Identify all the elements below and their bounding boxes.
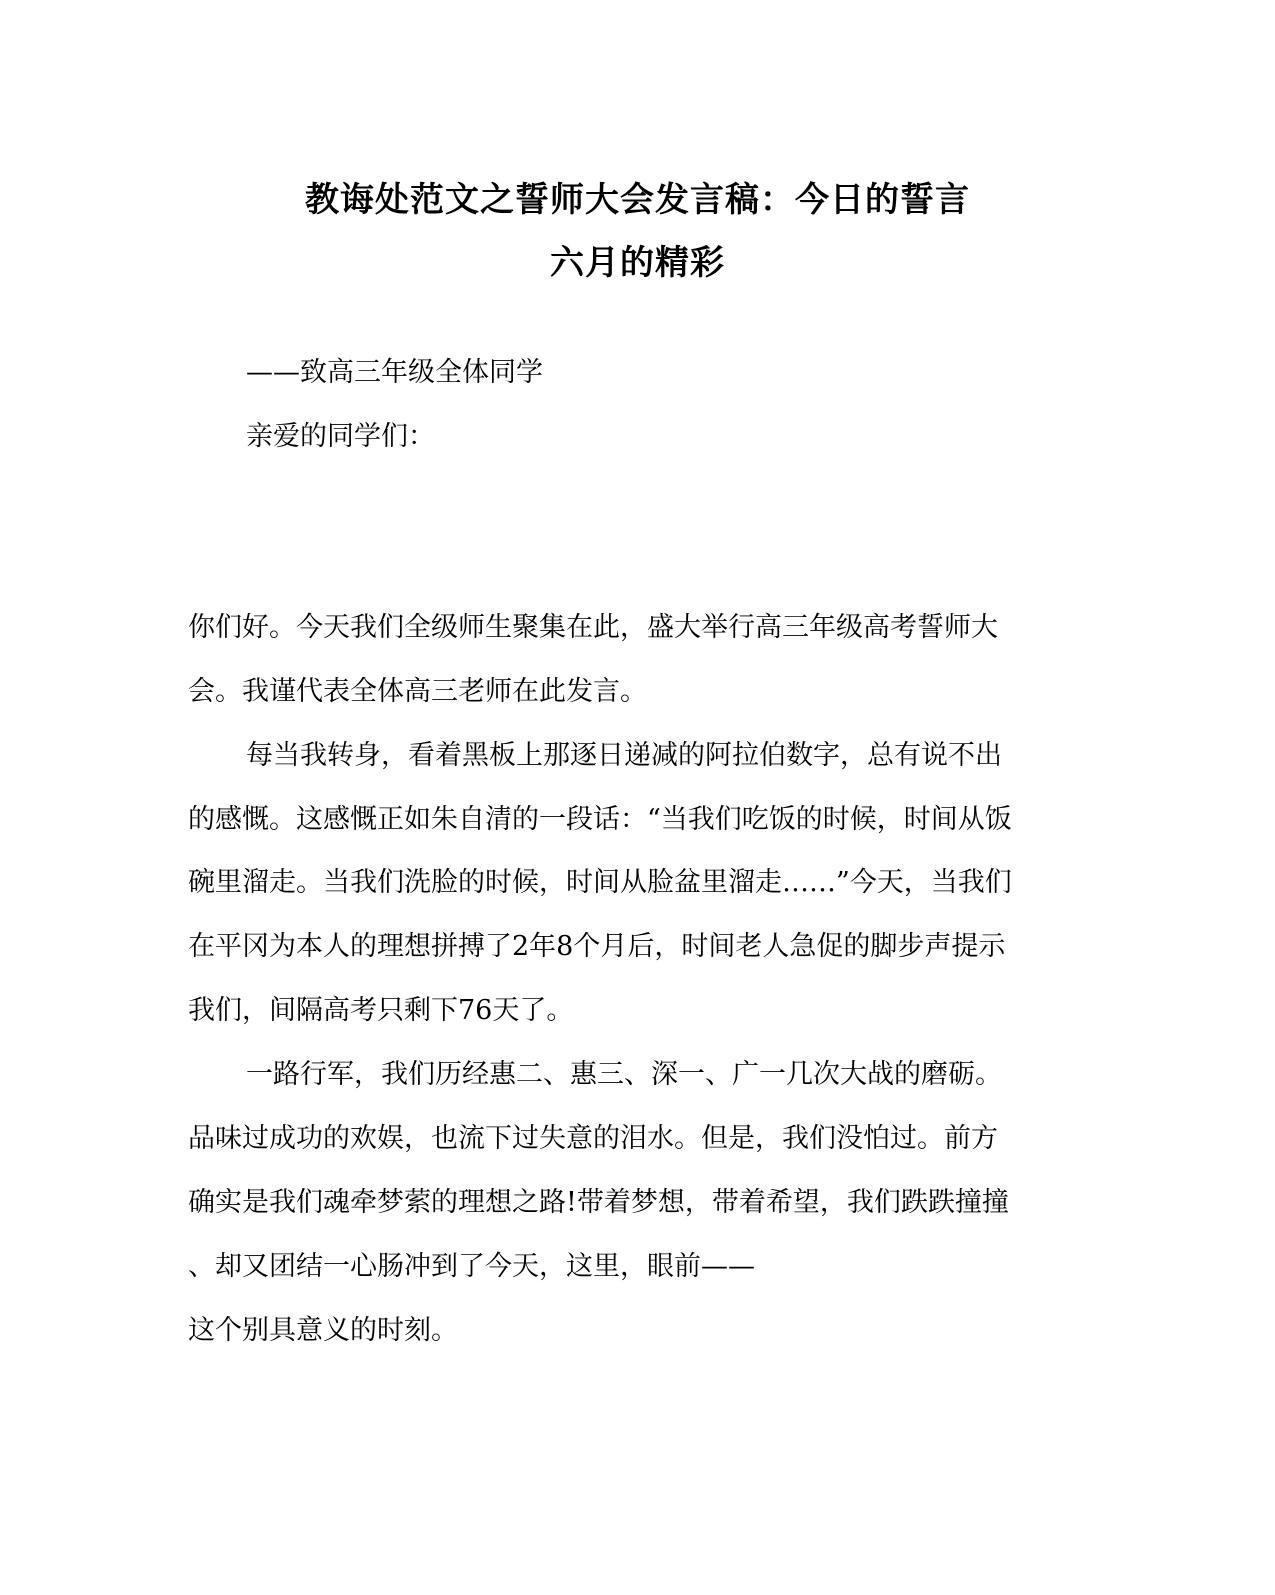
paragraph-1-line-2: 会。我谨代表全体高三老师在此发言。 [188,676,647,707]
paragraph-1-line-1: 你们好。今天我们全级师生聚集在此，盛大举行高三年级高考誓师大 [188,612,998,643]
paragraph-3-line-2: 品味过成功的欢娱，也流下过失意的泪水。但是，我们没怕过。前方 [188,1123,998,1154]
paragraph-3-line-1: 一路行军，我们历经惠二、惠三、深一、广一几次大战的磨砺。 [246,1059,1002,1090]
document-title-line-1: 教诲处范文之誓师大会发言稿：今日的誓言 [305,180,970,220]
dedication: ——致高三年级全体同学 [246,357,543,388]
paragraph-2-line-3: 碗里溜走。当我们洗脸的时候，时间从脸盆里溜走……”今天，当我们 [188,867,1012,898]
paragraph-3-line-5: 这个别具意义的时刻。 [188,1315,458,1346]
paragraph-2-line-2: 的感慨。这感慨正如朱自清的一段话：“当我们吃饭的时候，时间从饭 [188,804,1012,835]
paragraph-2-line-1: 每当我转身，看着黑板上那逐日递减的阿拉伯数字，总有说不出 [246,740,1002,771]
document-title-line-2: 六月的精彩 [550,243,725,283]
paragraph-3-line-3: 确实是我们魂牵梦萦的理想之路!带着梦想，带着希望，我们跌跌撞撞 [188,1187,1009,1218]
paragraph-3-line-4: 、却又团结一心肠冲到了今天，这里，眼前—— [188,1251,755,1282]
paragraph-2-line-5: 我们，间隔高考只剩下76天了。 [188,995,574,1026]
salutation: 亲爱的同学们： [246,421,435,452]
paragraph-2-line-4: 在平冈为本人的理想拼搏了2年8个月后，时间老人急促的脚步声提示 [188,931,1006,962]
